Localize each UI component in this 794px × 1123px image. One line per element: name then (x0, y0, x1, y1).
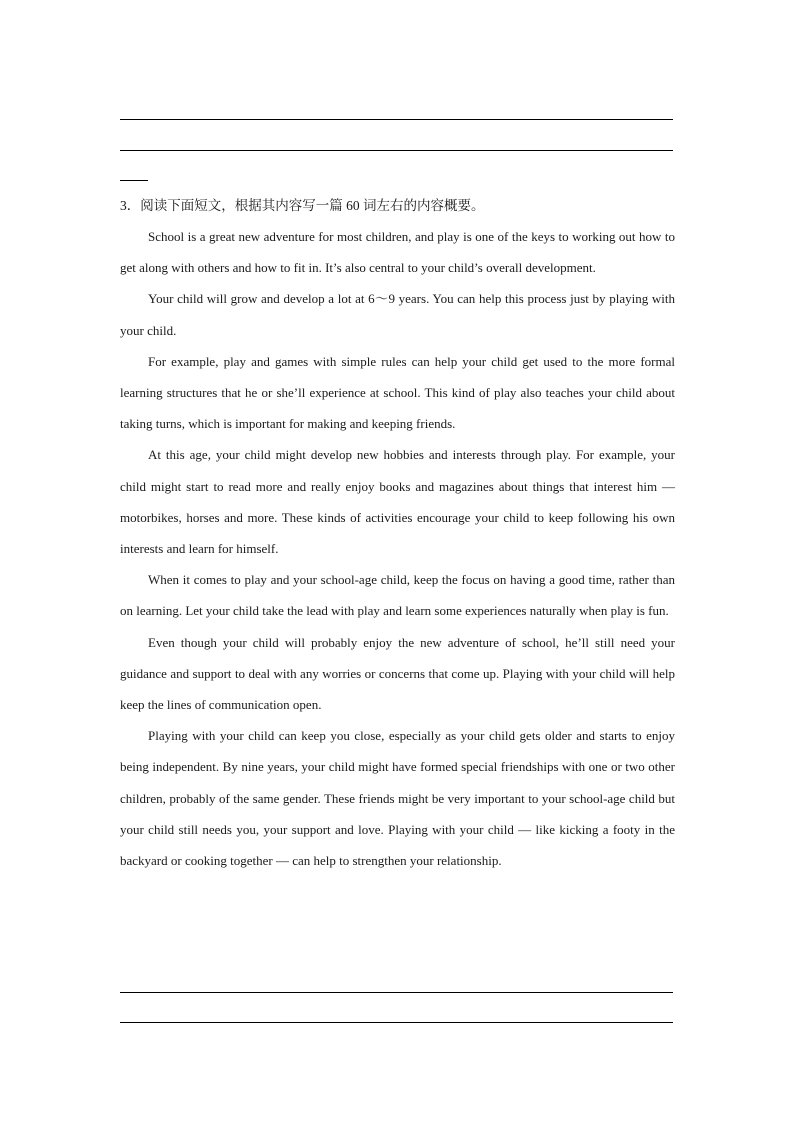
passage-paragraph-6: Even though your child will probably enjoy the new adventure of school, he’ll still need your guidance and support to deal with any worries or concerns that come up. Playing with your child will help keep the lines of communication open. (120, 634, 675, 713)
passage-paragraph-5: When it comes to play and your school-age child, keep the focus on having a good time, rather than on learning. Let your child take the lead with play and learn some experiences naturally when play is fun. (120, 572, 675, 619)
passage-paragraph-7: Playing with your child can keep you close, especially as your child gets older and starts to enjoy being independent. By nine years, your child might have formed special friendships with one or two other children, probably of the same gender. These friends might be very important to your school-age child but your child still needs you, your support and love. Playing with your child — like kicking a footy in the backyard or cooking together — can help to strengthen your relationship. (120, 728, 675, 869)
answer-line-bottom-1 (120, 992, 673, 993)
answer-line-stub (120, 180, 148, 181)
passage-paragraph-3: For example, play and games with simple rules can help your child get used to the more formal learning structures that he or she’ll experience at school. This kind of play also teaches your child about taking turns, which is important for making and keeping friends. (120, 353, 675, 432)
answer-line-bottom-2 (120, 1022, 673, 1023)
passage-paragraph-2: Your child will grow and develop a lot at 6～9 years. You can help this process just by playing with your child. (120, 291, 675, 338)
question-heading: 3．阅读下面短文，根据其内容写一篇 60 词左右的内容概要。 (120, 198, 485, 213)
passage-paragraph-1: School is a great new adventure for most children, and play is one of the keys to working out how to get along with others and how to fit in. It’s also central to your child’s overall development. (120, 229, 675, 276)
reading-passage (120, 221, 675, 876)
answer-line-top-2 (120, 150, 673, 151)
passage-paragraph-4: At this age, your child might develop new hobbies and interests through play. For example, your child might start to read more and really enjoy books and magazines about things that interest him — motorbikes, horses and more. These kinds of activities encourage your child to keep following his own interests and learn for himself. (120, 447, 675, 557)
answer-line-top-1 (120, 119, 673, 120)
